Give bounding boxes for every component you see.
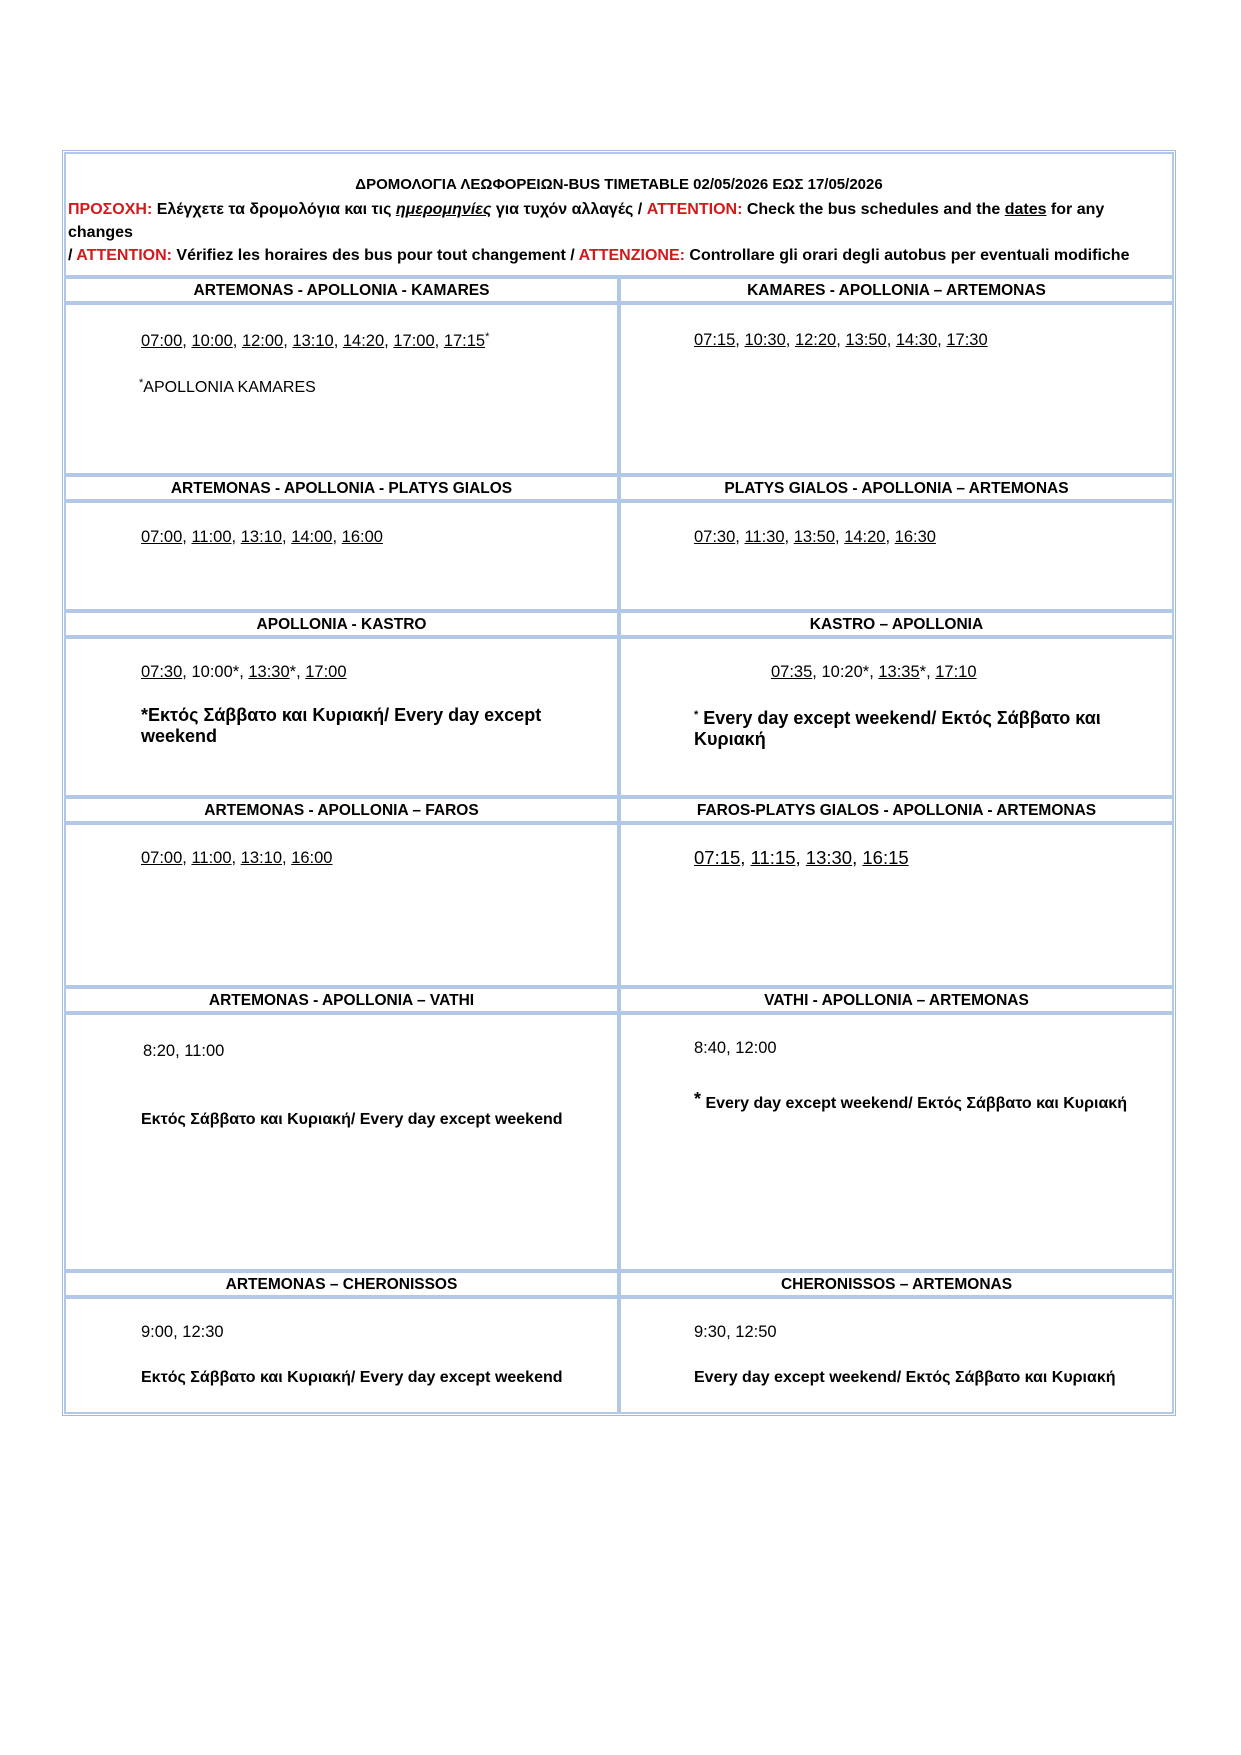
warning-text-en-1: Check the bus schedules and the <box>742 201 1005 218</box>
departure-time: 10:20* <box>821 663 870 681</box>
route-title-row-6 <box>64 1271 1174 1297</box>
warning-sep-fr: / <box>68 247 77 264</box>
departure-time: 13:50 <box>793 528 836 546</box>
departure-time: 14:20 <box>342 332 385 350</box>
departure-time: 11:00 <box>191 849 232 867</box>
departure-time: 16:30 <box>894 528 936 546</box>
departure-times: 07:30, 10:00*, 13:30*, 17:00 <box>141 663 347 681</box>
warning-label-fr: ATTENTION: <box>76 247 172 264</box>
departure-times: 07:15, 10:30, 12:20, 13:50, 14:30, 17:30 <box>694 331 988 349</box>
route-title: ARTEMONAS - APOLLONIA – FAROS <box>64 797 619 823</box>
route-title-row-5 <box>64 987 1174 1013</box>
route-note: Εκτός Σάββατο και Κυριακή/ Every day except weekend <box>141 1111 563 1128</box>
timetable-frame <box>62 150 1176 1416</box>
departure-time: 10:00* <box>191 663 240 681</box>
route-body-row-2 <box>64 501 1174 611</box>
departure-times: 07:00, 10:00, 12:00, 13:10, 14:20, 17:00, 17:15* <box>141 331 490 350</box>
warning-line-2 <box>66 244 1172 267</box>
route-body-row-1 <box>64 303 1174 475</box>
departure-time: 07:00 <box>141 528 183 546</box>
warning-label-it: ATTENZIONE: <box>578 247 685 264</box>
route-title: CHERONISSOS – ARTEMONAS <box>619 1271 1174 1297</box>
departure-times: 8:20, 11:00 <box>143 1042 225 1060</box>
asterisk-mark: * <box>919 663 927 681</box>
departure-time: 17:10 <box>935 663 977 681</box>
route-title: ARTEMONAS - APOLLONIA - PLATYS GIALOS <box>64 475 619 501</box>
departure-time: 17:00 <box>393 332 435 350</box>
route-body-left <box>64 501 619 611</box>
route-title: PLATYS GIALOS - APOLLONIA – ARTEMONAS <box>619 475 1174 501</box>
warning-text-en-em: dates <box>1004 201 1047 218</box>
departure-time: 16:00 <box>341 528 383 546</box>
departure-time: 07:00 <box>141 332 183 350</box>
route-note-text: Every day except weekend/ Εκτός Σάββατο και Κυριακή <box>694 708 1101 749</box>
route-body-right <box>619 637 1174 797</box>
route-title: KASTRO – APOLLONIA <box>619 611 1174 637</box>
departure-times: 07:00, 11:00, 13:10, 14:00, 16:00 <box>141 528 383 546</box>
departure-time: 17:15 <box>443 332 486 350</box>
departure-time: 10:00 <box>191 332 233 350</box>
departure-time: 13:50 <box>845 331 887 349</box>
departure-times: 07:30, 11:30, 13:50, 14:20, 16:30 <box>694 528 936 546</box>
route-title: ARTEMONAS - APOLLONIA – VATHI <box>64 987 619 1013</box>
route-title: ARTEMONAS – CHERONISSOS <box>64 1271 619 1297</box>
route-note <box>139 377 316 397</box>
departure-time: 13:35 <box>878 663 920 681</box>
departure-times: 07:35, 10:20*, 13:35*, 17:10 <box>771 663 977 681</box>
departure-time: 07:00 <box>141 849 183 867</box>
departure-time: 13:30 <box>805 847 853 868</box>
asterisk-mark: * <box>694 709 699 721</box>
warning-text-fr: Vérifiez les horaires des bus pour tout changement / <box>171 247 579 264</box>
departure-time: 11:00 <box>191 528 232 546</box>
route-title: FAROS-PLATYS GIALOS - APOLLONIA - ARTEMONAS <box>619 797 1174 823</box>
warning-line-1 <box>66 198 1172 244</box>
warning-text-gr-em: ημερομηνίες <box>395 201 492 218</box>
departure-times: 07:00, 11:00, 13:10, 16:00 <box>141 849 333 867</box>
departure-time: 17:30 <box>946 331 988 349</box>
departure-time: 16:15 <box>862 847 909 868</box>
route-title: ARTEMONAS - APOLLONIA - KAMARES <box>64 277 619 303</box>
route-body-right <box>619 303 1174 475</box>
route-note <box>694 705 1124 750</box>
route-body-left <box>64 1013 619 1271</box>
warning-text-it: Controllare gli orari degli autobus per eventuali modifiche <box>684 247 1130 264</box>
departure-time: 07:15 <box>694 331 736 349</box>
route-note-text: APOLLONIA KAMARES <box>143 379 316 396</box>
departure-time: 07:30 <box>694 528 736 546</box>
route-title: VATHI - APOLLONIA – ARTEMONAS <box>619 987 1174 1013</box>
route-title: APOLLONIA - KASTRO <box>64 611 619 637</box>
warning-label-gr: ΠΡΟΣΟΧΗ: <box>68 201 153 218</box>
departure-time: 17:00 <box>305 663 347 681</box>
departure-time: 13:10 <box>240 849 283 867</box>
route-title-row-4 <box>64 797 1174 823</box>
departure-times: 8:40, 12:00 <box>694 1039 777 1057</box>
departure-time: 11:15 <box>750 847 796 868</box>
warning-text-gr-2: για τυχόν αλλαγές / <box>491 201 647 218</box>
departure-time: 11:30 <box>744 528 785 546</box>
route-note <box>694 1089 1127 1113</box>
departure-time: 14:00 <box>291 528 333 546</box>
departure-times: 07:15, 11:15, 13:30, 16:15 <box>694 847 909 868</box>
route-body-left <box>64 823 619 987</box>
route-title-row-3 <box>64 611 1174 637</box>
route-note-text: Every day except weekend/ Εκτός Σάββατο και Κυριακή <box>701 1095 1127 1112</box>
route-note: *Εκτός Σάββατο και Κυριακή/ Every day except weekend <box>141 705 542 746</box>
asterisk-mark: * <box>139 377 144 389</box>
route-note: Εκτός Σάββατο και Κυριακή/ Every day except weekend <box>141 1369 563 1386</box>
route-body-left <box>64 1297 619 1414</box>
route-body-left <box>64 637 619 797</box>
route-body-left <box>64 303 619 475</box>
route-body-row-5 <box>64 1013 1174 1271</box>
route-body-right <box>619 501 1174 611</box>
departure-time: 07:15 <box>694 847 741 868</box>
route-body-right <box>619 1013 1174 1271</box>
asterisk-mark: * <box>289 663 297 681</box>
warning-text-en-2: for any changes <box>68 201 1105 241</box>
route-title-row-1 <box>64 277 1174 303</box>
departure-time: 14:20 <box>844 528 886 546</box>
timetable-sheet <box>62 150 1176 1416</box>
route-body-right <box>619 1297 1174 1414</box>
departure-time: 07:35 <box>771 663 813 681</box>
page-title: ΔΡΟΜΟΛΟΓΙΑ ΛΕΩΦΟΡΕΙΩΝ-BUS TIMETABLE 02/05/2026 ΕΩΣ 17/05/2026 <box>355 176 883 193</box>
warning-label-en: ATTENTION: <box>646 201 743 218</box>
departure-time: 10:30 <box>744 331 786 349</box>
departure-time: 13:30 <box>248 663 290 681</box>
route-body-row-4 <box>64 823 1174 987</box>
warning-text-gr-1: Ελέγχετε τα δρομολόγια και τις <box>152 201 396 218</box>
departure-time: 13:10 <box>240 528 283 546</box>
asterisk-mark: * <box>694 1089 702 1109</box>
route-title-row-2 <box>64 475 1174 501</box>
asterisk-mark: * <box>485 331 490 343</box>
route-note: Every day except weekend/ Εκτός Σάββατο και Κυριακή <box>694 1369 1116 1386</box>
departure-time: 16:00 <box>291 849 333 867</box>
departure-time: 14:30 <box>895 331 938 349</box>
timetable-header <box>64 152 1174 277</box>
route-body-row-6 <box>64 1297 1174 1414</box>
route-body-right <box>619 823 1174 987</box>
departure-time: 13:10 <box>292 332 334 350</box>
route-body-row-3 <box>64 637 1174 797</box>
departure-times: 9:00, 12:30 <box>141 1323 224 1341</box>
departure-times: 9:30, 12:50 <box>694 1323 777 1341</box>
departure-time: 12:20 <box>794 331 837 349</box>
departure-time: 07:30 <box>141 663 183 681</box>
departure-time: 12:00 <box>241 332 284 350</box>
route-title: KAMARES - APOLLONIA – ARTEMONAS <box>619 277 1174 303</box>
